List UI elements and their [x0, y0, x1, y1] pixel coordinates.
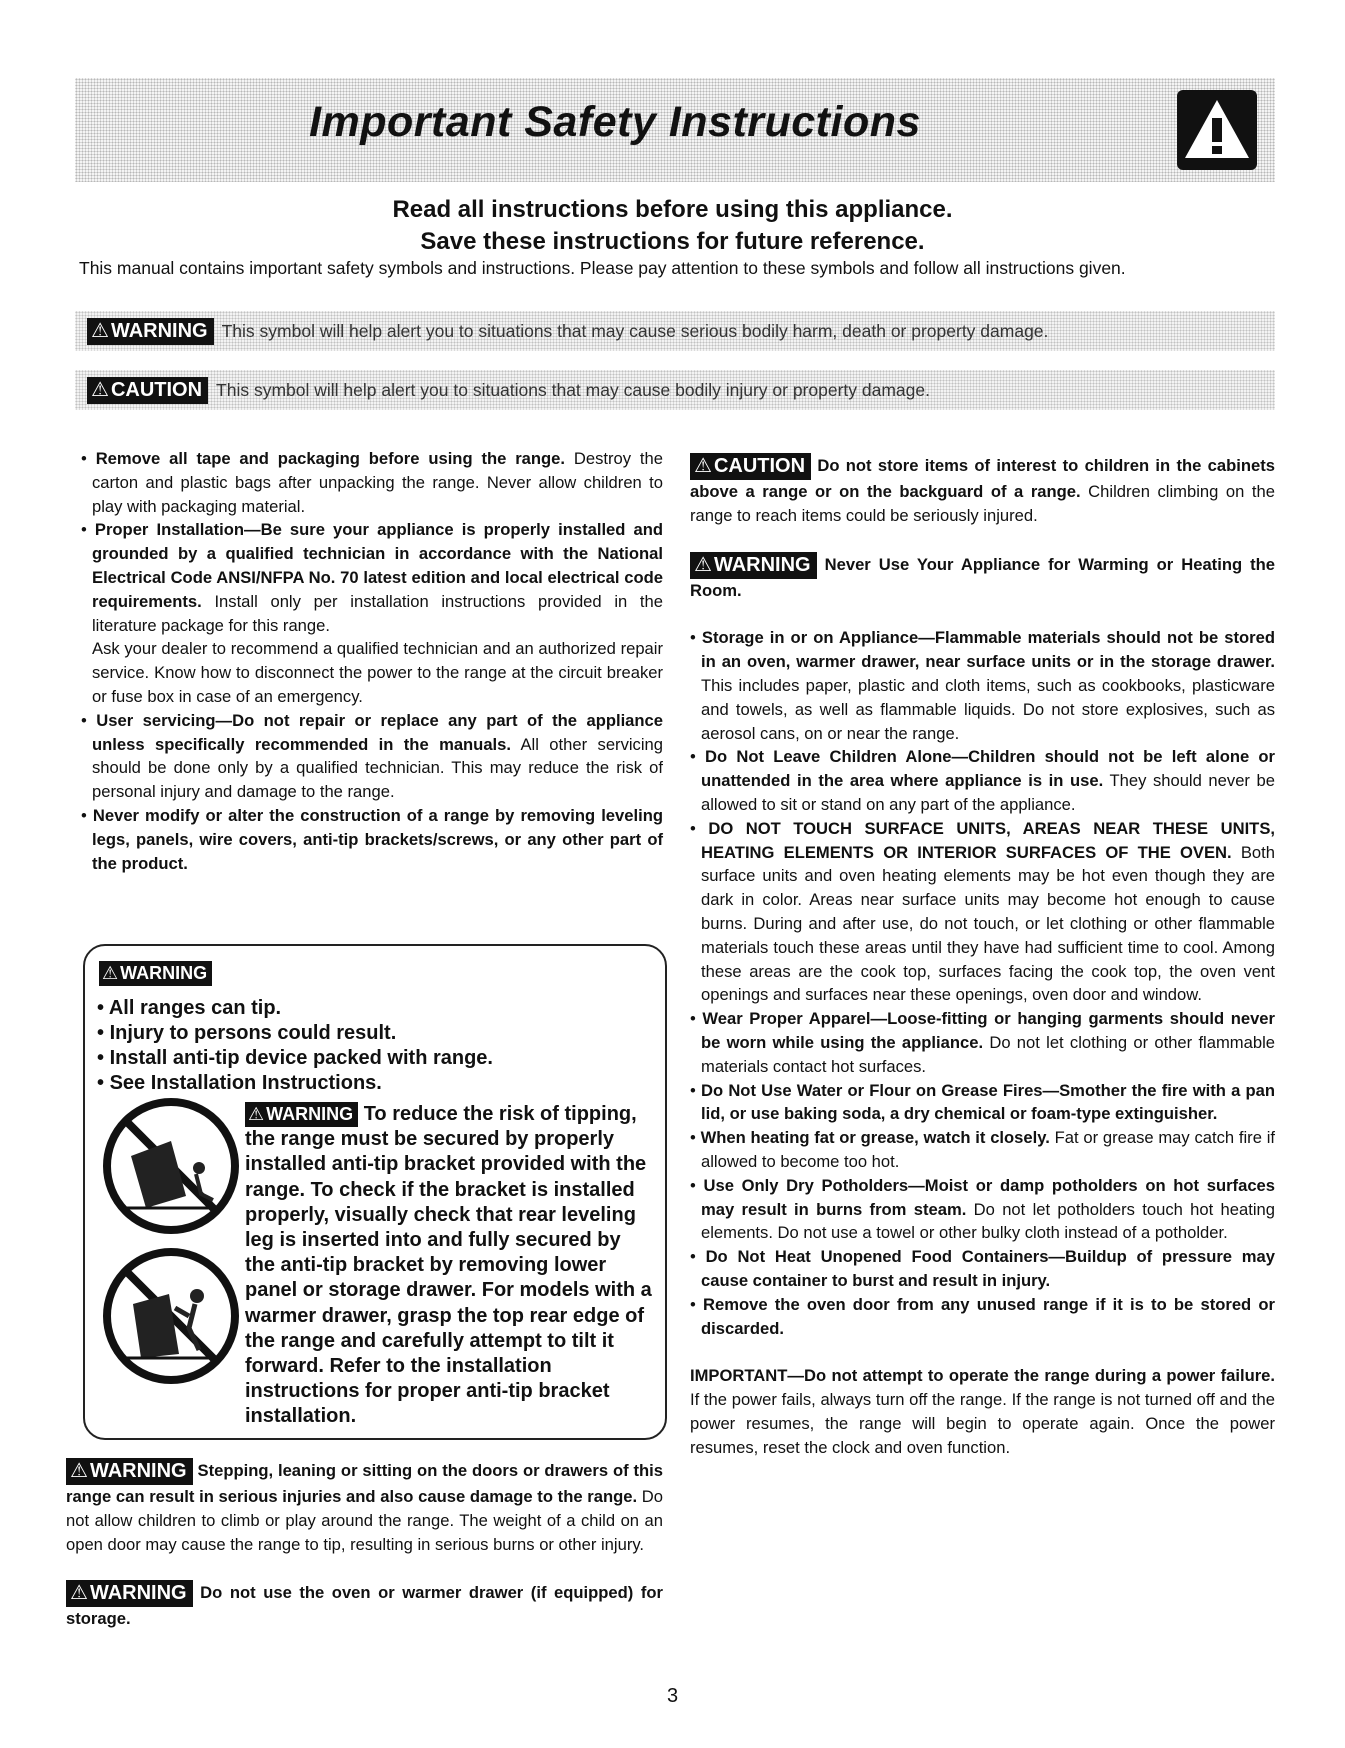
warning-triangle-icon: ⚠ — [694, 455, 712, 477]
read-instructions-heading: Read all instructions before using this appliance. — [392, 196, 953, 223]
caution-badge: ⚠ CAUTION — [87, 377, 208, 404]
caution-badge: ⚠ CAUTION — [690, 453, 811, 480]
tip-over-range-icon — [101, 1246, 241, 1386]
list-item: • User servicing—Do not repair or replace any part of the appliance unless specifically recommended in the manuals. All other servicing should be done only by a qualified technician. This may reduce the risk of personal injury and damage to the range. — [81, 710, 664, 802]
list-item: • When heating fat or grease, watch it closely. Fat or grease may catch fire if allowed to become too hot. — [690, 1128, 1275, 1171]
left-column — [81, 447, 663, 875]
warning-paragraph: ⚠ WARNING Stepping, leaning or sitting on the doors or drawers of this range can result in serious injuries and also cause damage to the range. Do not allow children to climb or play around the range. The weight of a child on an open door may cause the range to tip, resulting in serious burns or other injury. — [66, 1460, 663, 1554]
list-item: • Never modify or alter the construction of a range by removing leveling legs, panels, wire covers, anti-tip brackets/screws, or any other part of the product. — [81, 805, 663, 873]
list-item: • Install anti-tip device packed with range. — [97, 1046, 493, 1071]
paragraph: Ask your dealer to recommend a qualified technician and an authorized repair service. Know how to disconnect the power to the range at the circuit breaker or fuse box in case of an emergency. — [92, 639, 663, 706]
warning-paragraph: ⚠ WARNING Do not use the oven or warmer drawer (if equipped) for storage. — [66, 1582, 663, 1629]
list-item: • Storage in or on Appliance—Flammable materials should not be stored in an oven, warmer drawer, near surface units or in the storage drawer. This includes paper, plastic and cloth items, such as cookbooks, plasticware and towels, as well as flammable liquids. Do not store explosives, such as aerosol cans, on or near the range. — [690, 628, 1276, 743]
warning-symbol-band — [75, 311, 1275, 351]
warning-symbol-text: This symbol will help alert you to situations that may cause serious bodily harm, death or property damage. — [221, 320, 1049, 341]
list-item: • Use Only Dry Potholders—Moist or damp potholders on hot surfaces may result in burns from steam. Do not let potholders touch hot heating elements. Do not use a towel or other bulky cloth instead of a potholder. — [690, 1175, 1276, 1243]
important-paragraph: IMPORTANT—Do not attempt to operate the range during a power failure. If the power fails, always turn off the range. If the range is not turned off and the power resumes, the range will begin to operate again. Once the power resumes, reset the clock and oven function. — [690, 1366, 1275, 1457]
list-item: • DO NOT TOUCH SURFACE UNITS, AREAS NEAR THESE UNITS, HEATING ELEMENTS OR INTERIOR SURFACES OF THE OVEN. Both surface units and oven heating elements may be hot even though they are dark in color. Areas near surface units may become hot enough to cause burns. During and after use, do not touch, or let clothing or other flammable materials touch these areas until they have had sufficient time to cool. Among these areas are the cook top, surfaces facing the cook top, the oven vent openings and surfaces near these openings, oven door and window. — [690, 818, 1275, 1005]
save-instructions-heading: Save these instructions for future reference. — [420, 228, 925, 255]
warning-badge: ⚠ WARNING — [87, 318, 214, 345]
warning-badge: ⚠ WARNING — [245, 1102, 358, 1127]
warning-triangle-icon: ⚠ — [102, 963, 119, 983]
list-item: • Do Not Use Water or Flour on Grease Fires—Smother the fire with a pan lid, or use baking soda, a dry chemical or foam-type extinguisher. — [690, 1080, 1276, 1124]
manual-intro: This manual contains important safety symbols and instructions. Please pay attention to these symbols and follow all instructions given. — [79, 258, 1126, 278]
warning-triangle-icon — [1177, 90, 1257, 170]
list-item: • All ranges can tip. — [97, 996, 493, 1021]
list-item: • Do Not Heat Unopened Food Containers—Buildup of pressure may cause container to burst and result in injury. — [690, 1247, 1276, 1290]
warning-badge: ⚠ WARNING — [66, 1458, 193, 1485]
left-lower-warnings — [66, 1458, 663, 1631]
anti-tip-instructions: ⚠ WARNING To reduce the risk of tipping, the range must be secured by properly installed anti-tip bracket provided with the range. To check if the bracket is installed properly, visually check that rear leveling leg is inserted into and fully secured by the anti-tip bracket by removing lower panel or storage drawer. For models with a warmer drawer, grasp the top rear edge of the range and carefully attempt to tilt it forward. Refer to the installation instructions for proper anti-tip bracket installation. — [245, 1103, 652, 1428]
list-item: • Injury to persons could result. — [97, 1021, 493, 1046]
warning-triangle-icon: ⚠ — [91, 378, 109, 401]
warning-triangle-icon: ⚠ — [70, 1582, 88, 1605]
tip-over-range-icon — [101, 1096, 241, 1236]
warning-badge: ⚠ WARNING — [66, 1580, 193, 1607]
anti-tip-warning-box — [83, 944, 667, 1440]
warning-triangle-icon: ⚠ — [91, 319, 109, 342]
list-item: • Remove the oven door from any unused range if it is to be stored or discarded. — [690, 1294, 1275, 1338]
title-banner — [75, 78, 1275, 182]
right-column — [690, 453, 1275, 1459]
page-number: 3 — [666, 1685, 679, 1707]
list-item: • Proper Installation—Be sure your appliance is properly installed and grounded by a qualified technician in accordance with the National Electrical Code ANSI/NFPA No. 70 latest edition and local electrical code requirements. Install only per installation instructions provided in the literature package for this range. — [81, 520, 663, 635]
list-item: • Do Not Leave Children Alone—Children should not be left alone or unattended in the area where appliance is in use. They should never be allowed to sit or stand on any part of the appliance. — [690, 747, 1275, 814]
anti-tip-list — [97, 996, 493, 1096]
list-item: • Remove all tape and packaging before using the range. Destroy the carton and plastic bags after unpacking the range. Never allow children to play with packaging material. — [81, 449, 663, 516]
page-title: Important Safety Instructions — [309, 98, 921, 146]
list-item: • See Installation Instructions. — [97, 1071, 493, 1096]
caution-symbol-band — [75, 370, 1275, 410]
warning-badge: ⚠ WARNING — [690, 552, 817, 579]
list-item: • Wear Proper Apparel—Loose-fitting or hanging garments should never be worn while using the appliance. Do not let clothing or other flammable materials contact hot surfaces. — [690, 1009, 1275, 1076]
warning-triangle-icon: ⚠ — [694, 553, 712, 576]
warning-badge: ⚠ WARNING — [99, 961, 212, 986]
caution-symbol-text: This symbol will help alert you to situations that may cause bodily injury or property damage. — [216, 379, 930, 400]
warning-triangle-icon: ⚠ — [248, 1104, 265, 1125]
warning-triangle-icon: ⚠ — [70, 1460, 88, 1482]
warning-paragraph: ⚠ WARNING Never Use Your Appliance for Warming or Heating the Room. — [690, 553, 1275, 600]
caution-paragraph: ⚠ CAUTION Do not store items of interest to children in the cabinets above a range or on the backguard of a range. Children climbing on the range to reach items could be seriously injured. — [690, 455, 1275, 525]
